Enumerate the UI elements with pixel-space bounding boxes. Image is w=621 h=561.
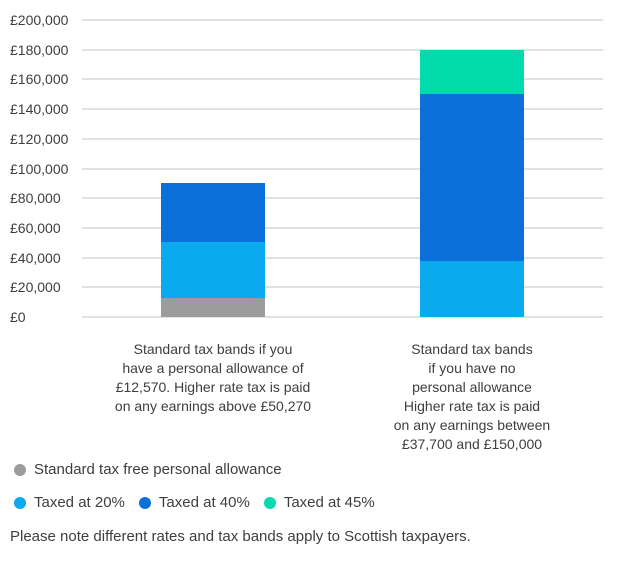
legend-item[interactable]: [14, 494, 125, 511]
bar-segment[interactable]: [161, 242, 265, 298]
category-label-line: on any earnings between: [393, 417, 551, 433]
plot-area: [82, 20, 603, 317]
legend-item-label: Taxed at 45%: [283, 494, 375, 511]
category-label-line: personal allowance: [412, 379, 532, 395]
legend-swatch-icon: [264, 497, 276, 509]
category-label-line: Standard tax bands: [411, 341, 533, 357]
y-axis-tick-label: £160,000: [10, 71, 69, 88]
y-axis-tick-label: £180,000: [10, 41, 69, 58]
legend-row: [14, 494, 375, 511]
y-axis-tick-label: £140,000: [10, 101, 69, 118]
gridline: [82, 49, 603, 51]
bar-segment[interactable]: [420, 50, 524, 95]
bar-segment[interactable]: [161, 183, 265, 242]
gridline: [82, 138, 603, 140]
gridline: [82, 168, 603, 170]
y-axis-tick-label: £80,000: [10, 190, 61, 207]
y-axis-tick-label: £60,000: [10, 219, 61, 236]
legend-swatch-icon: [139, 497, 151, 509]
y-axis-tick-label: £0: [10, 309, 26, 325]
legend-item-label: Standard tax free personal allowance: [34, 461, 282, 478]
gridline: [82, 78, 603, 80]
legend-item-label: Taxed at 40%: [158, 494, 250, 511]
stacked-bar-1: [161, 183, 265, 317]
legend-swatch-icon: [14, 464, 26, 476]
category-label-line: £37,700 and £150,000: [401, 436, 543, 452]
y-axis-tick-label: £120,000: [10, 130, 69, 147]
category-label: [362, 340, 582, 454]
category-label-line: Higher rate tax is paid: [403, 398, 541, 414]
category-label-line: on any earnings above £50,270: [114, 398, 312, 414]
y-axis-tick-label: £200,000: [10, 12, 69, 28]
gridline: [82, 19, 603, 21]
category-label-line: Standard tax bands if you: [133, 341, 293, 357]
category-label-line: £12,570. Higher rate tax is paid: [115, 379, 311, 395]
y-axis-tick-label: £20,000: [10, 279, 61, 296]
y-axis-tick-label: £100,000: [10, 160, 69, 177]
category-label-line: have a personal allowance of: [122, 360, 304, 376]
footnote: Please note different rates and tax bands apply to Scottish taxpayers.: [10, 528, 471, 545]
category-label: [83, 340, 343, 416]
legend-swatch-icon: [14, 497, 26, 509]
legend-item[interactable]: [139, 494, 250, 511]
legend-row: [14, 461, 282, 478]
stacked-bar-2: [420, 50, 524, 317]
gridline: [82, 108, 603, 110]
bar-segment[interactable]: [420, 94, 524, 261]
legend-item[interactable]: [14, 461, 282, 478]
legend-item-label: Taxed at 20%: [34, 494, 125, 511]
legend-item[interactable]: [264, 494, 375, 511]
bar-segment[interactable]: [161, 298, 265, 317]
category-label-line: if you have no: [428, 360, 516, 376]
y-axis-tick-label: £40,000: [10, 249, 61, 266]
bar-segment[interactable]: [420, 261, 524, 317]
